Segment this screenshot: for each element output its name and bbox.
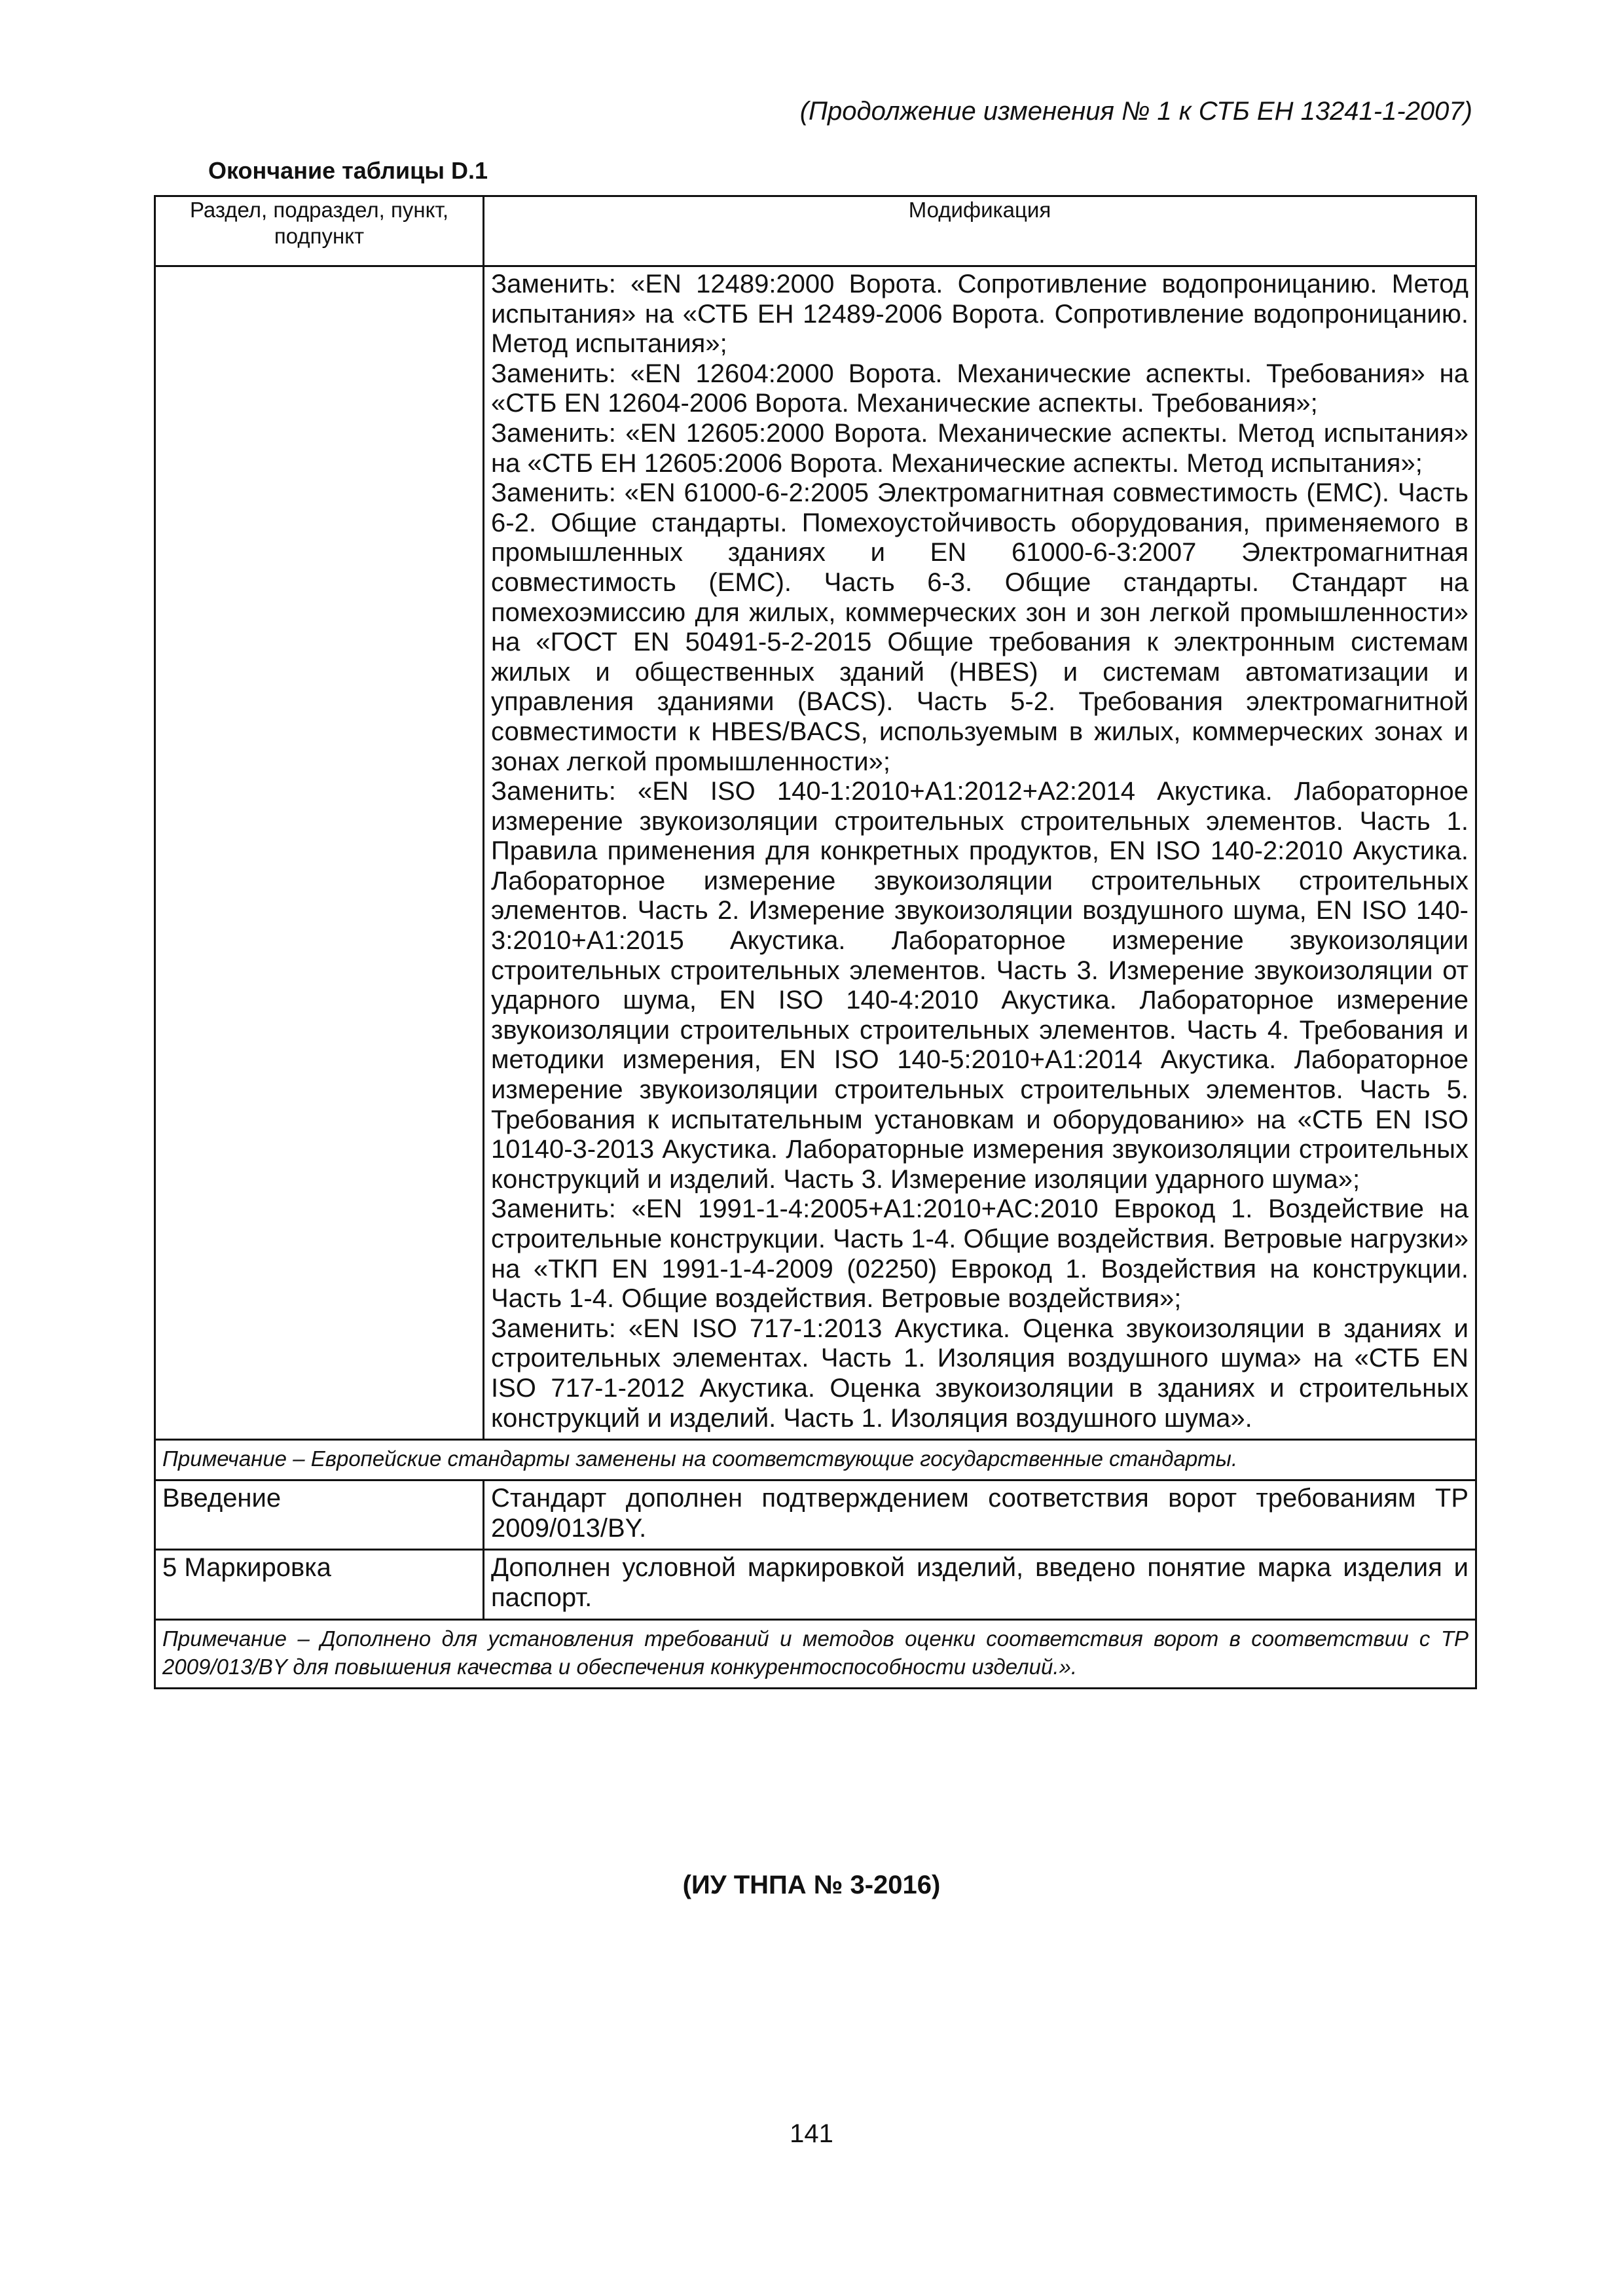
- table-note: Примечание – Дополнено для установления требований и методов оценки соответствия ворот в соответствии с ТР 2009/013/BY для повышения качества и обеспечения конкурентоспособности изделий.».: [155, 1619, 1476, 1688]
- column-header-modification: Модификация: [484, 196, 1476, 266]
- note-row: [155, 1440, 1476, 1480]
- table-note: Примечание – Европейские стандарты заменены на соответствующие государственные стандарты.: [155, 1440, 1476, 1480]
- table-row: [155, 266, 1476, 1440]
- table-header-row: [155, 196, 1476, 266]
- section-cell-empty: [155, 266, 484, 1440]
- page-number: 141: [790, 2119, 833, 2148]
- section-cell: 5 Маркировка: [155, 1550, 484, 1619]
- table-caption: Окончание таблицы D.1: [208, 157, 488, 184]
- table-row: [155, 1550, 1476, 1619]
- replacement-paragraph: Заменить: «EN 12605:2000 Ворота. Механические аспекты. Метод испытания» на «СТБ ЕН 12605:2006 Ворота. Механические аспекты. Метод испытания»;: [491, 418, 1468, 478]
- note-row: [155, 1619, 1476, 1688]
- replacements-cell: [484, 266, 1476, 1440]
- replacement-paragraph: Заменить: «EN ISO 717-1:2013 Акустика. Оценка звукоизоляции в зданиях и строительных элементах. Часть 1. Изоляция воздушного шума» на «СТБ EN ISO 717-1-2012 Акустика. Оценка звукоизоляции в зданиях и строительных конструкций и изделий. Часть 1. Изоляция воздушного шума».: [491, 1314, 1468, 1433]
- table-row: [155, 1480, 1476, 1550]
- continuation-header: (Продолжение изменения № 1 к СТБ ЕН 13241-1-2007): [799, 97, 1472, 126]
- replacement-paragraph: Заменить: «EN 1991-1-4:2005+A1:2010+AC:2010 Еврокод 1. Воздействие на строительные конструкции. Часть 1-4. Общие воздействия. Ветровые нагрузки» на «ТКП EN 1991-1-4-2009 (02250) Еврокод 1. Воздействия на конструкции. Часть 1-4. Общие воздействия. Ветровые воздействия»;: [491, 1194, 1468, 1314]
- replacement-paragraph: Заменить: «EN ISO 140-1:2010+A1:2012+A2:2014 Акустика. Лабораторное измерение звукоизоляции строительных строительных элементов. Часть 1. Правила применения для конкретных продуктов, EN ISO 140-2:2010 Акустика. Лабораторное измерение звукоизоляции строительных строительных элементов. Часть 2. Измерение звукоизоляции воздушного шума, EN ISO 140-3:2010+A1:2015 Акустика. Лабораторное измерение звукоизоляции строительных строительных элементов. Часть 3. Измерение звукоизоляции от ударного шума, EN ISO 140-4:2010 Акустика. Лабораторное измерение звукоизоляции строительных строительных элементов. Часть 4. Требования и методики измерения, EN ISO 140-5:2010+A1:2014 Акустика. Лабораторное измерение звукоизоляции строительных строительных элементов. Часть 5. Требования к испытательным установкам и оборудованию» на «СТБ EN ISO 10140-3-2013 Акустика. Лабораторные измерения звукоизоляции строительных конструкций и изделий. Часть 3. Измерение изоляции ударного шума»;: [491, 777, 1468, 1194]
- replacement-paragraph: Заменить: «EN 12604:2000 Ворота. Механические аспекты. Требования» на «СТБ EN 12604-2006 Ворота. Механические аспекты. Требования»;: [491, 359, 1468, 418]
- issue-reference: (ИУ ТНПА № 3-2016): [682, 1871, 941, 1899]
- modification-table: [154, 195, 1477, 1689]
- modification-cell: Дополнен условной маркировкой изделий, введено понятие марка изделия и паспорт.: [484, 1550, 1476, 1619]
- section-cell: Введение: [155, 1480, 484, 1550]
- replacement-paragraph: Заменить: «EN 12489:2000 Ворота. Сопротивление водопроницанию. Метод испытания» на «СТБ ЕН 12489-2006 Ворота. Сопротивление водопроницанию. Метод испытания»;: [491, 270, 1468, 359]
- replacement-paragraph: Заменить: «EN 61000-6-2:2005 Электромагнитная совместимость (EMC). Часть 6-2. Общие стандарты. Помехоустойчивость оборудования, применяемого в промышленных зданиях и EN 61000-6-3:2007 Электромагнитная совместимость (EMC). Часть 6-3. Общие стандарты. Стандарт на помехоэмиссию для жилых, коммерческих зон и зон легкой промышленности» на «ГОСТ EN 50491-5-2-2015 Общие требования к электронным системам жилых и общественных зданий (HBES) и системам автоматизации и управления зданиями (BACS). Часть 5-2. Требования электромагнитной совместимости к HBES/BACS, используемым в жилых, коммерческих зонах и зонах легкой промышленности»;: [491, 478, 1468, 776]
- column-header-section: Раздел, подраздел, пункт, подпункт: [155, 196, 484, 266]
- modification-cell: Стандарт дополнен подтверждением соответствия ворот требованиям ТР 2009/013/BY.: [484, 1480, 1476, 1550]
